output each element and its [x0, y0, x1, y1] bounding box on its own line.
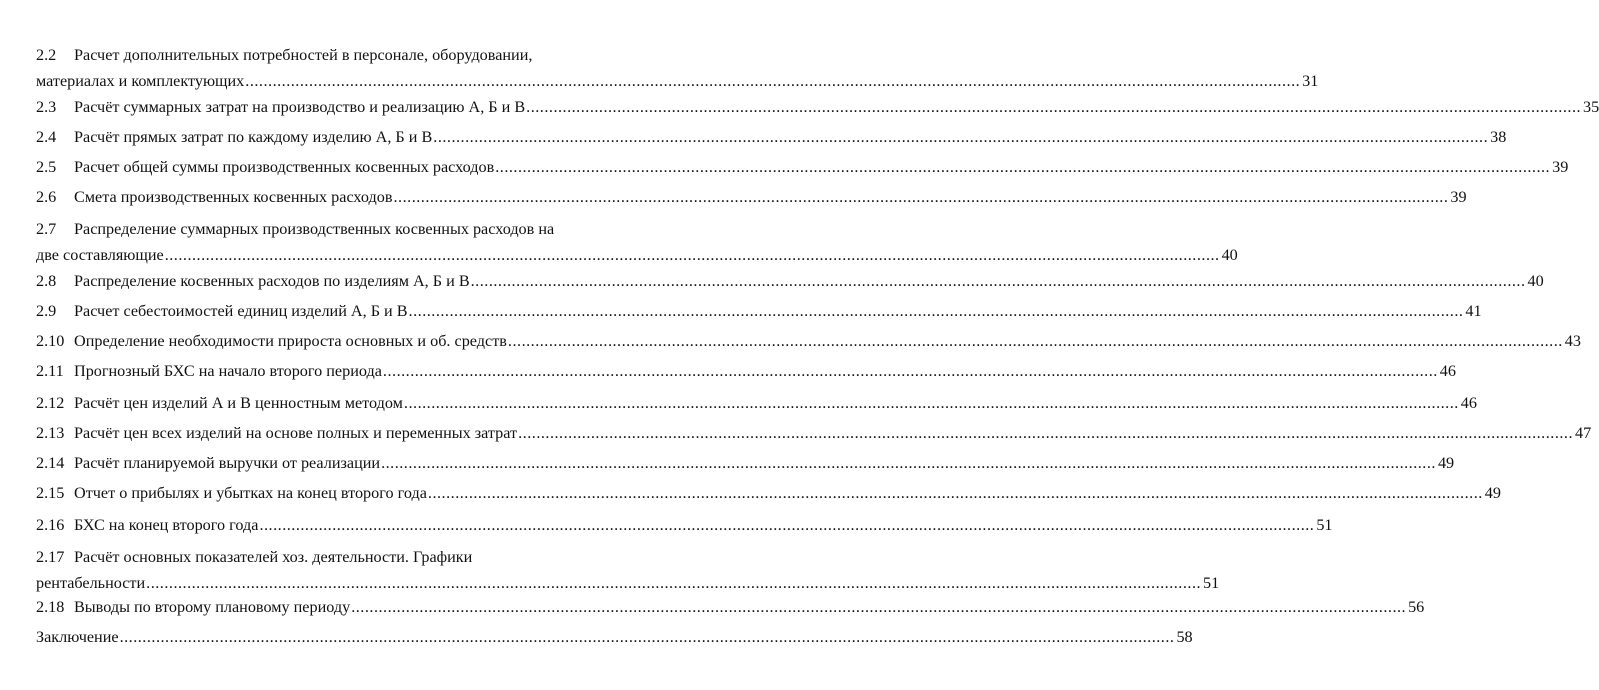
toc-entry[interactable] [36, 544, 1220, 596]
toc-entry-page-number: 31 [1302, 72, 1319, 90]
toc-entry-title: Отчет о прибылях и убытках на конец второго года [74, 484, 427, 502]
toc-entry-title: Расчёт суммарных затрат на производство и реализацию А, Б и В [74, 98, 526, 116]
dot-leader [428, 480, 1483, 506]
toc-entry-page-number: 40 [1221, 246, 1238, 264]
toc-entry-page-number: 49 [1484, 484, 1501, 502]
toc-entry-title: Прогнозный БХС на начало второго периода [74, 362, 382, 380]
toc-entry-number: 2.4 [36, 128, 57, 146]
toc-entry-title: Заключение [36, 628, 119, 646]
toc-entry-title: БХС на конец второго года [74, 516, 259, 534]
toc-entry[interactable] [36, 512, 1333, 538]
toc-entry-page-number: 46 [1460, 394, 1477, 412]
dot-leader [495, 154, 1550, 180]
toc-entry-number: 2.16 [36, 516, 65, 534]
toc-entry[interactable] [36, 390, 1477, 416]
toc-entry[interactable] [36, 358, 1456, 384]
toc-entry[interactable] [36, 420, 1592, 446]
toc-entry-title: Расчёт прямых затрат по каждому изделию А, Б и В [74, 128, 433, 146]
toc-entry-number: 2.8 [36, 272, 57, 290]
toc-entry-title: Определение необходимости прироста основных и об. средств [74, 332, 507, 350]
dot-leader [165, 242, 1220, 268]
toc-entry[interactable] [36, 624, 1193, 650]
dot-leader [404, 390, 1459, 416]
toc-entry-title: Расчёт цен всех изделий на основе полных и переменных затрат [74, 424, 518, 442]
dot-leader [381, 450, 1436, 476]
toc-entry-page-number: 51 [1203, 574, 1220, 592]
dot-leader [471, 268, 1526, 294]
toc-entry-number: 2.11 [36, 362, 64, 380]
toc-entry-title: Расчет себестоимостей единиц изделий А, Б и В [74, 302, 408, 320]
toc-entry-number: 2.5 [36, 158, 57, 176]
toc-entry-number: 2.18 [36, 598, 65, 616]
toc-entry-page-number: 39 [1450, 188, 1467, 206]
toc-entry-number: 2.15 [36, 484, 65, 502]
dot-leader [508, 328, 1563, 354]
toc-entry[interactable] [36, 216, 1238, 268]
toc-entry-title-line1: Расчет дополнительных потребностей в персонале, оборудовании, [74, 46, 533, 64]
toc-entry-page-number: 47 [1575, 424, 1592, 442]
toc-entry[interactable] [36, 450, 1455, 476]
toc-entry-number: 2.6 [36, 188, 57, 206]
toc-entry[interactable] [36, 94, 1599, 120]
toc-entry-title: Расчёт цен изделий А и В ценностным методом [74, 394, 403, 412]
toc-entry-number: 2.13 [36, 424, 65, 442]
toc-entry-page-number: 43 [1564, 332, 1581, 350]
toc-entry-number: 2.2 [36, 46, 57, 64]
toc-entry-page-number: 51 [1316, 516, 1333, 534]
toc-entry[interactable] [36, 154, 1569, 180]
toc-entry-title: рентабельности [36, 574, 146, 592]
dot-leader [394, 184, 1449, 210]
toc-entry-number: 2.3 [36, 98, 57, 116]
toc-entry-page-number: 40 [1527, 272, 1544, 290]
toc-entry-title: Распределение косвенных расходов по изделиям А, Б и В [74, 272, 470, 290]
dot-leader [351, 594, 1406, 620]
toc-entry-page-number: 35 [1583, 98, 1599, 116]
toc-entry-number: 2.12 [36, 394, 65, 412]
toc-entry[interactable] [36, 298, 1482, 324]
toc-entry-page-number: 49 [1437, 454, 1455, 472]
toc-entry-page-number: 38 [1490, 128, 1507, 146]
toc-entry-page-number: 58 [1176, 628, 1193, 646]
toc-entry-number: 2.17 [36, 548, 65, 566]
toc-entry-title: две составляющие [36, 246, 164, 264]
dot-leader [518, 420, 1573, 446]
toc-entry[interactable] [36, 480, 1501, 506]
dot-leader [383, 358, 1438, 384]
toc-entry[interactable] [36, 268, 1544, 294]
dot-leader [259, 512, 1314, 538]
dot-leader [146, 570, 1201, 596]
toc-entry[interactable] [36, 328, 1581, 354]
toc-entry-number: 2.14 [36, 454, 65, 472]
toc-entry-page-number: 56 [1408, 598, 1425, 616]
toc-entry[interactable] [36, 42, 1319, 94]
toc-entry-title: Выводы по второму плановому периоду [74, 598, 351, 616]
toc-entry-number: 2.10 [36, 332, 65, 350]
dot-leader [433, 124, 1488, 150]
dot-leader [245, 68, 1300, 94]
dot-leader [526, 94, 1581, 120]
toc-entry[interactable] [36, 594, 1425, 620]
toc-entry-page-number: 46 [1439, 362, 1456, 380]
toc-entry-page-number: 41 [1465, 302, 1482, 320]
toc-entry-title: Расчет общей суммы производственных косвенных расходов [74, 158, 495, 176]
toc-entry-number: 2.7 [36, 220, 57, 238]
toc-entry[interactable] [36, 184, 1467, 210]
toc-entry-title-line1: Распределение суммарных производственных косвенных расходов на [74, 220, 555, 238]
dot-leader [409, 298, 1464, 324]
toc-entry-title: материалах и комплектующих [36, 72, 245, 90]
toc-entry[interactable] [36, 124, 1507, 150]
dot-leader [120, 624, 1175, 650]
toc-entry-number: 2.9 [36, 302, 57, 320]
toc-entry-title: Смета производственных косвенных расходов [74, 188, 393, 206]
toc-entry-title-line1: Расчёт основных показателей хоз. деятельности. Графики [74, 548, 473, 566]
toc-entry-title: Расчёт планируемой выручки от реализации [74, 454, 381, 472]
toc-entry-page-number: 39 [1552, 158, 1569, 176]
